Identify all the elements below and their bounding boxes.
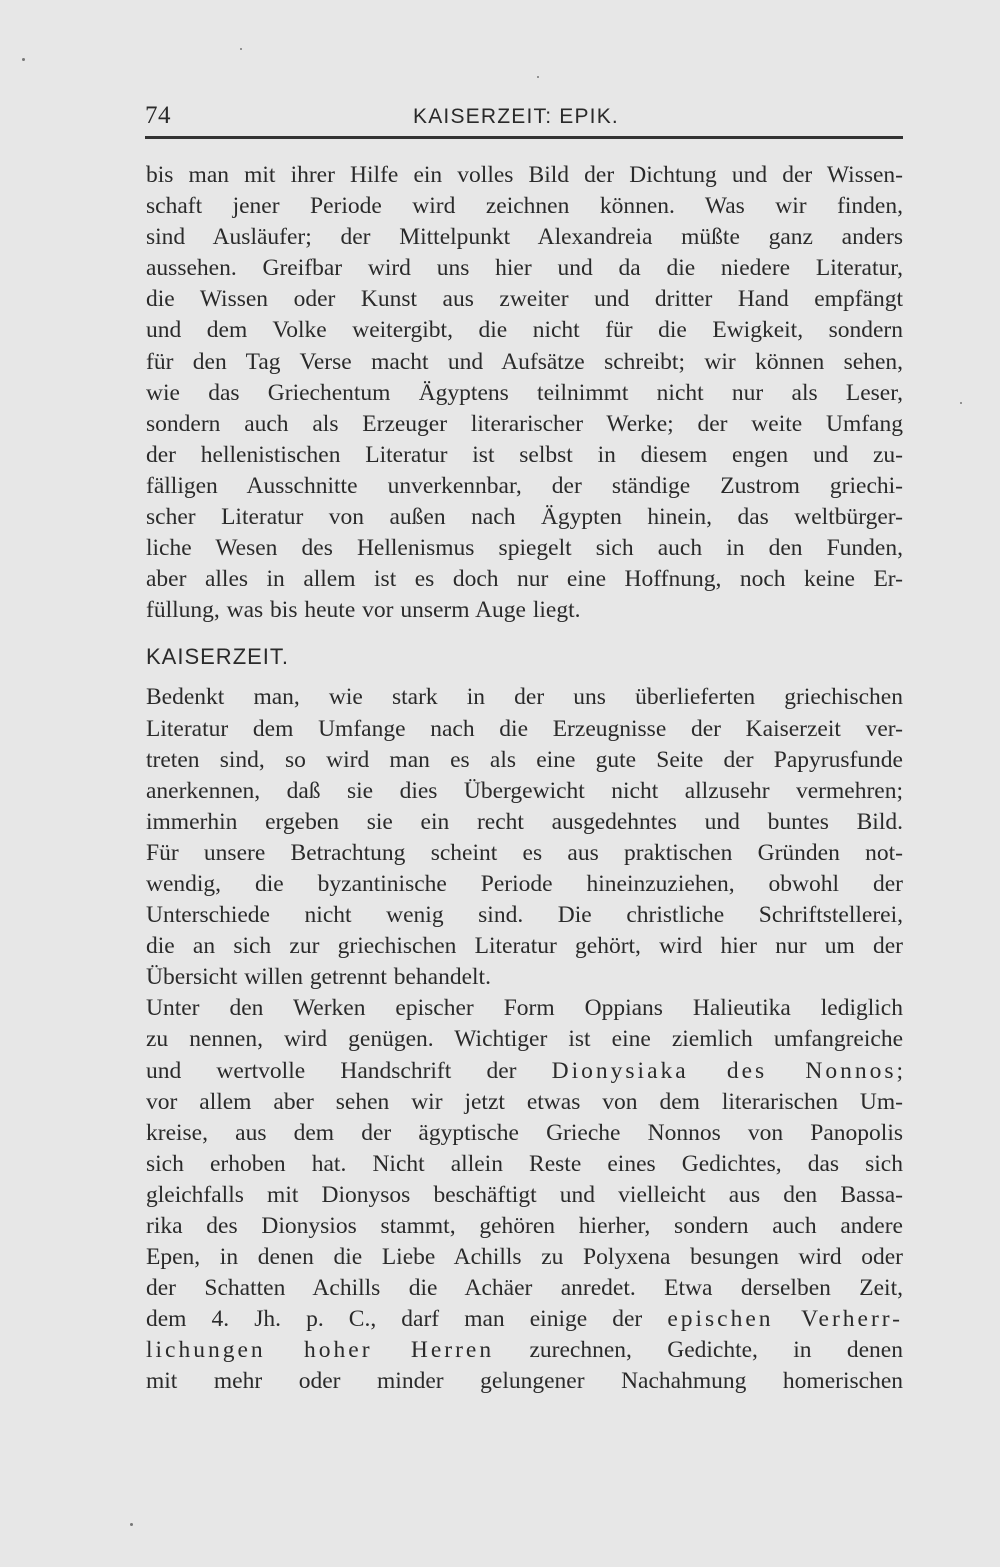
text-line: Bedenkt man, wie stark in der uns überlieferten griechischen xyxy=(146,684,903,711)
text-line xyxy=(146,1056,903,1087)
text-line: die Wissen oder Kunst aus zweiter und dritter Hand empfängt xyxy=(146,286,903,313)
running-header xyxy=(145,100,903,140)
text-line: Epen, in denen die Liebe Achills zu Polyxena besungen wird oder xyxy=(146,1244,903,1271)
text-line: vor allem aber sehen wir jetzt etwas von dem literarischen Um- xyxy=(146,1088,903,1115)
text-line: bis man mit ihrer Hilfe ein volles Bild der Dichtung und der Wissen- xyxy=(146,162,903,188)
text-line: Für unsere Betrachtung scheint es aus praktischen Gründen not- xyxy=(146,839,903,866)
section-heading: KAISERZEIT. xyxy=(146,644,290,670)
text-line: sich erhoben hat. Nicht allein Reste eines Gedichtes, das sich xyxy=(146,1150,903,1177)
text-line: Übersicht willen getrennt behandelt. xyxy=(146,964,491,991)
paper-speck xyxy=(960,402,962,404)
text-line: aussehen. Greifbar wird uns hier und da die niedere Literatur, xyxy=(146,255,903,282)
text-segment: ; xyxy=(896,1057,903,1084)
text-line: für den Tag Verse macht und Aufsätze schreibt; wir können sehen, xyxy=(146,348,903,375)
text-line: Literatur dem Umfange nach die Erzeugnisse der Kaiserzeit ver- xyxy=(146,715,903,742)
text-line: sind Ausläufer; der Mittelpunkt Alexandreia müßte ganz anders xyxy=(146,224,903,251)
text-line: kreise, aus dem der ägyptische Grieche Nonnos von Panopolis xyxy=(146,1119,903,1146)
text-line: scher Literatur von außen nach Ägypten hinein, das weltbürger- xyxy=(146,504,903,531)
body-text xyxy=(146,160,903,1398)
paragraph-3 xyxy=(146,993,903,1397)
text-segment: und wertvolle Handschrift der xyxy=(146,1057,552,1084)
text-line: mit mehr oder minder gelungener Nachahmung homerischen xyxy=(146,1368,903,1395)
text-line: aber alles in allem ist es doch nur eine Hoffnung, noch keine Er- xyxy=(146,566,903,593)
text-line: die an sich zur griechischen Literatur gehört, wird hier nur um der xyxy=(146,933,903,960)
text-line: anerkennen, daß sie dies Übergewicht nicht allzusehr vermehren; xyxy=(146,777,903,804)
text-line: sondern auch als Erzeuger literarischer Werke; der weite Umfang xyxy=(146,410,903,437)
paper-speck xyxy=(537,76,539,78)
spaced-emphasis: lichungen hoher Herren xyxy=(146,1337,495,1364)
text-line: der Schatten Achills die Achäer anredet. Etwa derselben Zeit, xyxy=(146,1275,903,1302)
text-line: Unterschiede nicht wenig sind. Die christliche Schriftstellerei, xyxy=(146,902,903,929)
text-line: zu nennen, wird genügen. Wichtiger ist eine ziemlich umfangreiche xyxy=(146,1026,903,1053)
page-number: 74 xyxy=(145,102,171,129)
text-line: gleichfalls mit Dionysos beschäftigt und vielleicht aus den Bassa- xyxy=(146,1181,903,1208)
text-line: immerhin ergeben sie ein recht ausgedehntes und buntes Bild. xyxy=(146,808,903,835)
text-line: wie das Griechentum Ägyptens teilnimmt nicht nur als Leser, xyxy=(146,379,903,406)
text-line: füllung, was bis heute vor unserm Auge liegt. xyxy=(146,597,581,624)
paragraph-1 xyxy=(146,160,903,626)
text-segment: dem 4. Jh. p. C., darf man einige der xyxy=(146,1306,668,1333)
text-line: fälligen Ausschnitte unverkennbar, der ständige Zustrom griechi- xyxy=(146,472,903,499)
spaced-emphasis: epischen Verherr- xyxy=(667,1306,903,1333)
text-line xyxy=(146,1304,903,1335)
text-line: liche Wesen des Hellenismus spiegelt sich auch in den Funden, xyxy=(146,535,903,562)
text-line: schaft jener Periode wird zeichnen können. Was wir finden, xyxy=(146,193,903,220)
paper-speck xyxy=(130,1523,133,1526)
text-line: wendig, die byzantinische Periode hineinzuziehen, obwohl der xyxy=(146,870,903,897)
paper-speck xyxy=(22,58,25,61)
text-line: treten sind, so wird man es als eine gute Seite der Papyrusfunde xyxy=(146,746,903,773)
text-segment: zurechnen, Gedichte, in denen xyxy=(494,1337,903,1364)
spaced-emphasis: Dionysiaka des Nonnos xyxy=(551,1057,897,1084)
text-line: und dem Volke weitergibt, die nicht für die Ewigkeit, sondern xyxy=(146,317,903,344)
text-line: rika des Dionysios stammt, gehören hierher, sondern auch andere xyxy=(146,1213,903,1239)
running-title: KAISERZEIT: EPIK. xyxy=(413,105,619,128)
paper-speck xyxy=(240,48,242,50)
text-line: Unter den Werken epischer Form Oppians Halieutika lediglich xyxy=(146,995,903,1022)
header-rule xyxy=(145,136,903,139)
text-line: der hellenistischen Literatur ist selbst in diesem engen und zu- xyxy=(146,441,903,468)
paragraph-2 xyxy=(146,682,903,993)
text-line xyxy=(146,1335,903,1366)
